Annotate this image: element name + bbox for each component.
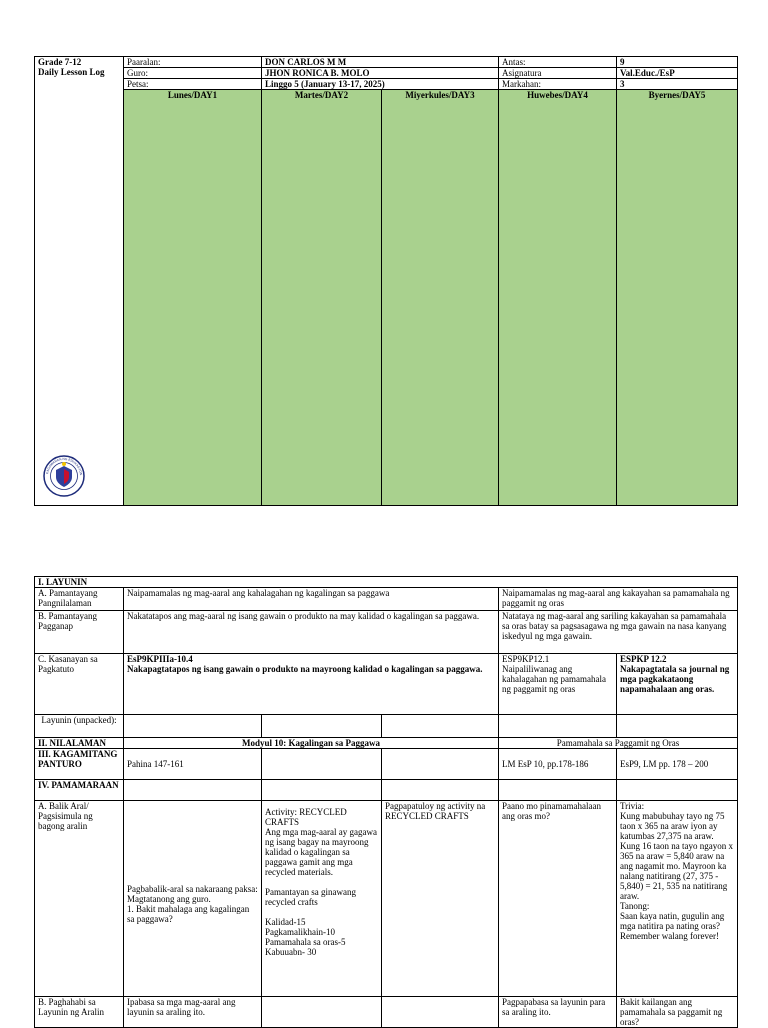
paghahabi-day3	[382, 997, 499, 1028]
pamantayang-pangnilalaman-text2: Naipamamalas ng mag-aaral ang kakayahan sa pamamahala ng paggamit ng oras	[499, 588, 738, 611]
pamamaraan-day4	[499, 780, 617, 801]
header-table	[34, 56, 738, 506]
pamantayang-pagganap-text2: Natataya ng mag-aaral ang sariling kakayahan sa pamamahala sa oras batay sa pagsasagawa ng mga gawain na nasa kanyang iskedyul ng mga gawain.	[499, 611, 738, 654]
kasanayan-text1: Nakapagtatapos ng isang gawain o produkto na mayroong kalidad o kagalingan sa paggawa.	[127, 664, 483, 674]
kagamitan-day3	[382, 749, 499, 780]
balik-aral-day3: Pagpapatuloy ng activity na RECYCLED CRAFTS	[382, 801, 499, 997]
balik-aral-day4: Paano mo pinamamahalaan ang oras mo?	[499, 801, 617, 997]
day4-header: Huwebes/DAY4	[499, 90, 617, 506]
paghahabi-day4: Pagpapabasa sa layunin para sa araling ito.	[499, 997, 617, 1028]
pamamaraan-day2	[262, 780, 382, 801]
grade-title-cell	[35, 57, 124, 90]
kasanayan-day4	[499, 654, 617, 715]
unpacked-day5	[617, 715, 738, 738]
balik-aral-label: A. Balik Aral/ Pagsisimula ng bagong aralin	[35, 801, 124, 997]
kasanayan-text4: Naipaliliwanag ang kahalagahan ng pamamahala ng paggamit ng oras	[502, 664, 606, 694]
day1-header: Lunes/DAY1	[124, 90, 262, 506]
paghahabi-label: B. Paghahabi sa Layunin ng Aralin	[35, 997, 124, 1028]
pamamaraan-label: IV. PAMAMARAAN	[35, 780, 124, 801]
kagamitan-label: III. KAGAMITANG PANTURO	[35, 749, 124, 780]
pamamaraan-day1	[124, 780, 262, 801]
pamantayang-pagganap-text1: Nakatatapos ang mag-aaral ng isang gawain o produkto na may kalidad o kagalingan sa paggawa.	[124, 611, 499, 654]
kasanayan-days1-3	[124, 654, 499, 715]
date-value: Linggo 5 (January 13-17, 2025)	[262, 79, 499, 90]
unpacked-label: Layunin (unpacked):	[35, 715, 124, 738]
balik-aral-day5: Trivia: Kung mabubuhay tayo ng 75 taon x 365 na araw iyon ay katumbas 27,375 na araw. Kung 16 taon na tayo ngayon x 365 na araw = 5,840 araw na ang nagamit mo. Mayroon ka nalang natitirang (27, 375 - 5,840) = 21, 535 na natitirang araw. Tanong: Saan kaya natin, gugulin ang mga natitira pa nating oras? Remember walang forever!	[617, 801, 738, 997]
logo-cell	[35, 90, 124, 506]
paghahabi-day2	[262, 997, 382, 1028]
kagamitan-day5: EsP9, LM pp. 178 – 200	[617, 749, 738, 780]
svg-text:KAGAWARAN NG EDUKASYON: KAGAWARAN NG EDUKASYON	[45, 456, 84, 476]
paghahabi-day5: Bakit kailangan ang pamamahala sa paggamit ng oras?	[617, 997, 738, 1028]
subject-value: Val.Educ./EsP	[617, 68, 738, 79]
balik-aral-day1: Pagbabalik-aral sa nakaraang paksa: Magtatanong ang guro. 1. Bakit mahalaga ang kagalingan sa paggawa?	[124, 801, 262, 997]
grade-level-value: 9	[617, 57, 738, 68]
nilalaman-text1: Modyul 10: Kagalingan sa Paggawa	[124, 738, 499, 749]
day3-header: Miyerkules/DAY3	[382, 90, 499, 506]
unpacked-day4	[499, 715, 617, 738]
pamantayang-pangnilalaman-label: A. Pamantayang Pangnilalaman	[35, 588, 124, 611]
paghahabi-day1: Ipabasa sa mga mag-aaral ang layunin sa araling ito.	[124, 997, 262, 1028]
kagamitan-day4: LM EsP 10, pp.178-186	[499, 749, 617, 780]
kasanayan-code4: ESP9KP12.1	[502, 654, 550, 664]
unpacked-day3	[382, 715, 499, 738]
grade-level-label: Antas:	[499, 57, 617, 68]
kasanayan-code5: ESPKP 12.2	[620, 654, 667, 664]
teacher-value: JHON RONICA B. MOLO	[262, 68, 499, 79]
pamantayang-pangnilalaman-text1: Naipamamalas ng mag-aaral ang kahalagahan ng kagalingan sa paggawa	[124, 588, 499, 611]
kasanayan-day5	[617, 654, 738, 715]
school-value: DON CARLOS M M	[262, 57, 499, 68]
deped-seal-icon	[43, 455, 85, 499]
kasanayan-code1: EsP9KPIIIa-10.4	[127, 654, 193, 664]
kagamitan-day2	[262, 749, 382, 780]
nilalaman-label: II. NILALAMAN	[35, 738, 124, 749]
pamamaraan-day5	[617, 780, 738, 801]
quarter-label: Markahan:	[499, 79, 617, 90]
unpacked-day2	[262, 715, 382, 738]
kasanayan-text5: Nakapagtatala sa journal ng mga pagkakataong napamahalaan ang oras.	[620, 664, 730, 694]
layunin-heading: I. LAYUNIN	[35, 577, 738, 588]
day2-header: Martes/DAY2	[262, 90, 382, 506]
teacher-label: Guro:	[124, 68, 262, 79]
lesson-table	[34, 576, 738, 1028]
nilalaman-text2: Pamamahala sa Paggamit ng Oras	[499, 738, 738, 749]
grade-title: Grade 7-12	[38, 57, 82, 67]
quarter-value: 3	[617, 79, 738, 90]
unpacked-day1	[124, 715, 262, 738]
pamamaraan-day3	[382, 780, 499, 801]
kasanayan-label: C. Kasanayan sa Pagkatuto	[35, 654, 124, 715]
balik-aral-day2: Activity: RECYCLED CRAFTS Ang mga mag-aaral ay gagawa ng isang bagay na mayroong kalidad o kagalingan sa paggawa gamit ang mga recycled materials. Pamantayan sa ginawang recycled crafts Kalidad-15 Pagkamalikhain-10 Pamamahala sa oras-5 Kabuuabn- 30	[262, 801, 382, 997]
kagamitan-day1: Pahina 147-161	[124, 749, 262, 780]
subject-label: Asignatura	[499, 68, 617, 79]
school-label: Paaralan:	[124, 57, 262, 68]
log-title: Daily Lesson Log	[38, 67, 105, 77]
day5-header: Byernes/DAY5	[617, 90, 738, 506]
pamantayang-pagganap-label: B. Pamantayang Pagganap	[35, 611, 124, 654]
date-label: Petsa:	[124, 79, 262, 90]
